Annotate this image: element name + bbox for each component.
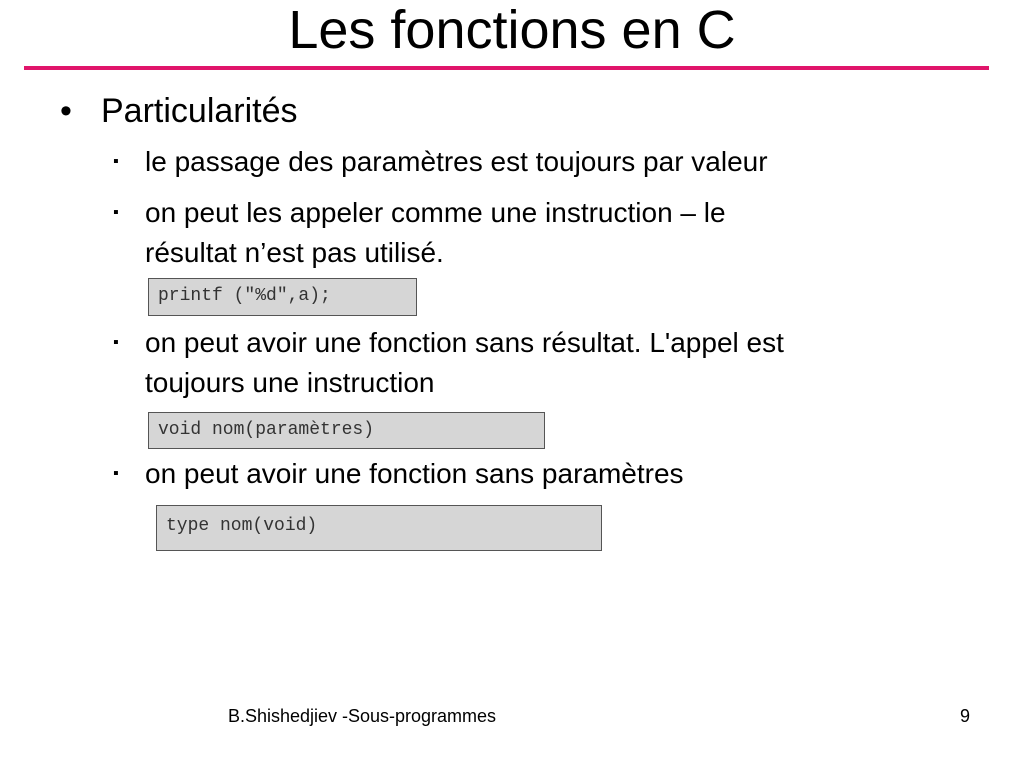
footer-author: B.Shishedjiev -Sous-programmes	[227, 706, 497, 726]
sub-bullet-text: on peut les appeler comme une instruction – le résultat n’est pas utilisé.	[145, 197, 726, 268]
code-snippet-type-nom-void: type nom(void)	[156, 505, 602, 551]
sub-bullet-text: le passage des paramètres est toujours par valeur	[145, 146, 768, 177]
sub-bullet-text: on peut avoir une fonction sans paramètres	[145, 458, 684, 489]
code-snippet-printf: printf ("%d",a);	[148, 278, 417, 316]
sub-bullet-marker: ▪	[113, 334, 119, 351]
bullet-marker: •	[60, 92, 72, 130]
sub-bullet-marker: ▪	[113, 465, 119, 482]
bullet-text: Particularités	[101, 92, 298, 130]
slide-page-number: 9	[959, 706, 970, 726]
code-snippet-void-nom: void nom(paramètres)	[148, 412, 545, 449]
sub-bullet-text: on peut avoir une fonction sans résultat. L'appel est toujours une instruction	[145, 327, 784, 398]
title-underline	[24, 66, 989, 70]
sub-bullet-marker: ▪	[113, 204, 119, 221]
slide-title: Les fonctions en C	[288, 0, 736, 60]
sub-bullet-marker: ▪	[113, 153, 119, 170]
